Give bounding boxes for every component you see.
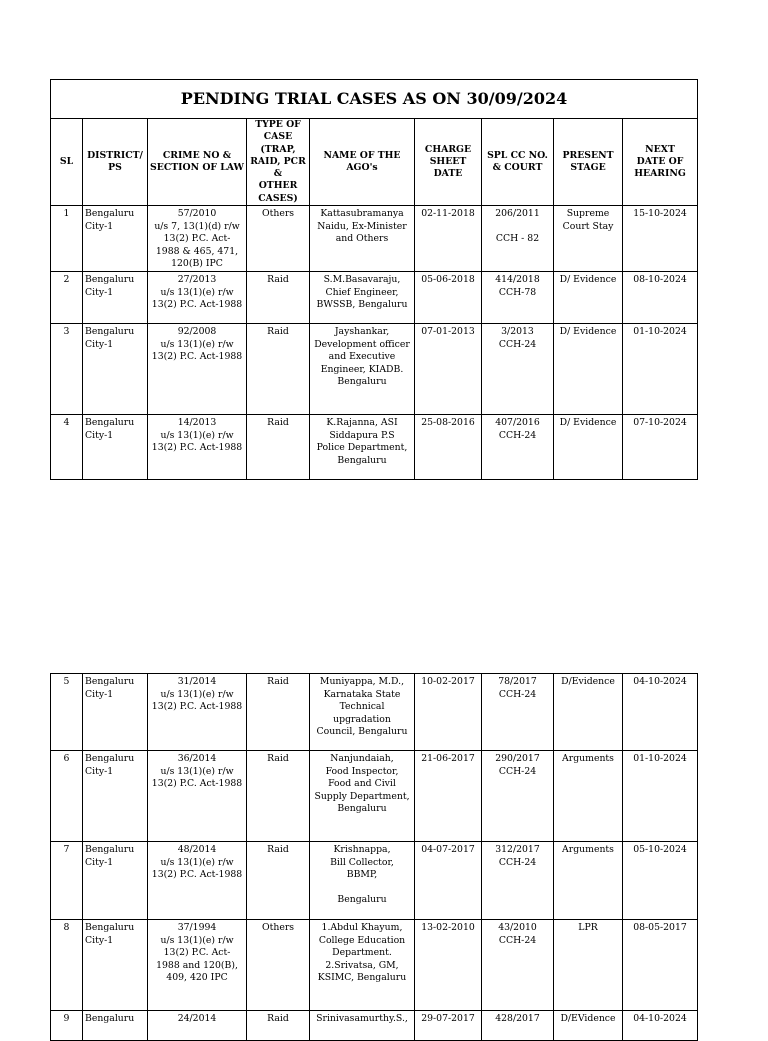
cell-chargesheet: 07-01-2013: [415, 324, 482, 415]
cell-crime: 92/2008 u/s 13(1)(e) r/w 13(2) P.C. Act-1988: [148, 324, 247, 415]
cell-hearing: 01-10-2024: [623, 324, 698, 415]
cell-hearing: 08-05-2017: [623, 920, 698, 1011]
cell-chargesheet: 21-06-2017: [415, 751, 482, 842]
cell-sl: 1: [51, 206, 83, 272]
cell-ago: K.Rajanna, ASI Siddapura P.S Police Department, Bengaluru: [310, 415, 415, 480]
cell-type: Others: [247, 206, 310, 272]
cell-district: Bengaluru City-1: [83, 415, 148, 480]
cell-ago: Jayshankar, Development officer and Executive Engineer, KIADB. Bengaluru: [310, 324, 415, 415]
cell-splcc: 43/2010 CCH-24: [482, 920, 554, 1011]
cell-sl: 2: [51, 272, 83, 324]
cell-stage: D/ Evidence: [554, 324, 623, 415]
cell-crime: 24/2014: [148, 1011, 247, 1041]
cell-type: Raid: [247, 415, 310, 480]
cell-splcc: 312/2017 CCH-24: [482, 842, 554, 920]
cell-ago: Krishnappa, Bill Collector, BBMP, Bengaluru: [310, 842, 415, 920]
header-ago: NAME OF THE AGO's: [310, 119, 415, 206]
cell-chargesheet: 05-06-2018: [415, 272, 482, 324]
cell-splcc: 428/2017: [482, 1011, 554, 1041]
table-row: [51, 842, 698, 920]
table-row: [51, 324, 698, 415]
cell-sl: 6: [51, 751, 83, 842]
table-row: [51, 415, 698, 480]
header-chargesheet: CHARGE SHEET DATE: [415, 119, 482, 206]
cell-hearing: 04-10-2024: [623, 1011, 698, 1041]
cell-hearing: 07-10-2024: [623, 415, 698, 480]
cell-splcc: 3/2013 CCH-24: [482, 324, 554, 415]
cell-ago: Kattasubramanya Naidu, Ex-Minister and Others: [310, 206, 415, 272]
cell-crime: 14/2013 u/s 13(1)(e) r/w 13(2) P.C. Act-1988: [148, 415, 247, 480]
cell-sl: 4: [51, 415, 83, 480]
cell-stage: D/Evidence: [554, 674, 623, 751]
cell-district: Bengaluru: [83, 1011, 148, 1041]
cell-crime: 37/1994 u/s 13(1)(e) r/w 13(2) P.C. Act- 1988 and 120(B), 409, 420 IPC: [148, 920, 247, 1011]
cell-ago: 1.Abdul Khayum, College Education Department. 2.Srivatsa, GM, KSIMC, Bengaluru: [310, 920, 415, 1011]
cell-stage: Arguments: [554, 842, 623, 920]
pending-cases-table-page2: [50, 673, 698, 1041]
table-row: [51, 920, 698, 1011]
cell-ago: Srinivasamurthy.S.,: [310, 1011, 415, 1041]
cell-splcc: 414/2018 CCH-78: [482, 272, 554, 324]
cell-splcc: 78/2017 CCH-24: [482, 674, 554, 751]
header-splcc: SPL CC NO. & COURT: [482, 119, 554, 206]
cell-crime: 36/2014 u/s 13(1)(e) r/w 13(2) P.C. Act-1988: [148, 751, 247, 842]
cell-chargesheet: 29-07-2017: [415, 1011, 482, 1041]
cell-chargesheet: 13-02-2010: [415, 920, 482, 1011]
cell-district: Bengaluru City-1: [83, 842, 148, 920]
cell-type: Raid: [247, 674, 310, 751]
cell-stage: D/EVidence: [554, 1011, 623, 1041]
cell-type: Raid: [247, 751, 310, 842]
header-stage: PRESENT STAGE: [554, 119, 623, 206]
cell-chargesheet: 02-11-2018: [415, 206, 482, 272]
cell-district: Bengaluru City-1: [83, 674, 148, 751]
cell-splcc: 206/2011 CCH - 82: [482, 206, 554, 272]
cell-type: Raid: [247, 324, 310, 415]
header-hearing: NEXT DATE OF HEARING: [623, 119, 698, 206]
cell-district: Bengaluru City-1: [83, 920, 148, 1011]
cell-crime: 31/2014 u/s 13(1)(e) r/w 13(2) P.C. Act-1988: [148, 674, 247, 751]
cell-stage: LPR: [554, 920, 623, 1011]
header-sl: SL: [51, 119, 83, 206]
cell-ago: S.M.Basavaraju, Chief Engineer, BWSSB, Bengaluru: [310, 272, 415, 324]
cell-type: Raid: [247, 272, 310, 324]
cell-sl: 3: [51, 324, 83, 415]
cell-hearing: 01-10-2024: [623, 751, 698, 842]
cell-district: Bengaluru City-1: [83, 206, 148, 272]
header-district: DISTRICT/ PS: [83, 119, 148, 206]
cell-type: Others: [247, 920, 310, 1011]
cell-splcc: 407/2016 CCH-24: [482, 415, 554, 480]
cell-stage: D/ Evidence: [554, 272, 623, 324]
cell-sl: 7: [51, 842, 83, 920]
cell-splcc: 290/2017 CCH-24: [482, 751, 554, 842]
cell-ago: Muniyappa, M.D., Karnataka State Technical upgradation Council, Bengaluru: [310, 674, 415, 751]
cell-sl: 8: [51, 920, 83, 1011]
cell-chargesheet: 04-07-2017: [415, 842, 482, 920]
cell-type: Raid: [247, 842, 310, 920]
cell-district: Bengaluru City-1: [83, 751, 148, 842]
header-crime: CRIME NO & SECTION OF LAW: [148, 119, 247, 206]
cell-crime: 48/2014 u/s 13(1)(e) r/w 13(2) P.C. Act-1988: [148, 842, 247, 920]
cell-stage: Supreme Court Stay: [554, 206, 623, 272]
cell-hearing: 04-10-2024: [623, 674, 698, 751]
header-row: [51, 119, 698, 206]
cell-ago: Nanjundaiah, Food Inspector, Food and Civil Supply Department, Bengaluru: [310, 751, 415, 842]
cell-stage: D/ Evidence: [554, 415, 623, 480]
cell-district: Bengaluru City-1: [83, 324, 148, 415]
cell-sl: 9: [51, 1011, 83, 1041]
cell-hearing: 15-10-2024: [623, 206, 698, 272]
table-row: [51, 206, 698, 272]
cell-type: Raid: [247, 1011, 310, 1041]
cell-stage: Arguments: [554, 751, 623, 842]
pending-cases-table-page1: [50, 79, 698, 480]
page-title: PENDING TRIAL CASES AS ON 30/09/2024: [51, 80, 698, 119]
table-row: [51, 751, 698, 842]
header-type: TYPE OF CASE (TRAP, RAID, PCR & OTHER CASES): [247, 119, 310, 206]
cell-sl: 5: [51, 674, 83, 751]
cell-crime: 57/2010 u/s 7, 13(1)(d) r/w 13(2) P.C. Act- 1988 & 465, 471, 120(B) IPC: [148, 206, 247, 272]
cell-hearing: 08-10-2024: [623, 272, 698, 324]
cell-chargesheet: 25-08-2016: [415, 415, 482, 480]
cell-chargesheet: 10-02-2017: [415, 674, 482, 751]
table-row: [51, 1011, 698, 1041]
table-row: [51, 272, 698, 324]
cell-hearing: 05-10-2024: [623, 842, 698, 920]
cell-district: Bengaluru City-1: [83, 272, 148, 324]
table-row: [51, 674, 698, 751]
cell-crime: 27/2013 u/s 13(1)(e) r/w 13(2) P.C. Act-1988: [148, 272, 247, 324]
